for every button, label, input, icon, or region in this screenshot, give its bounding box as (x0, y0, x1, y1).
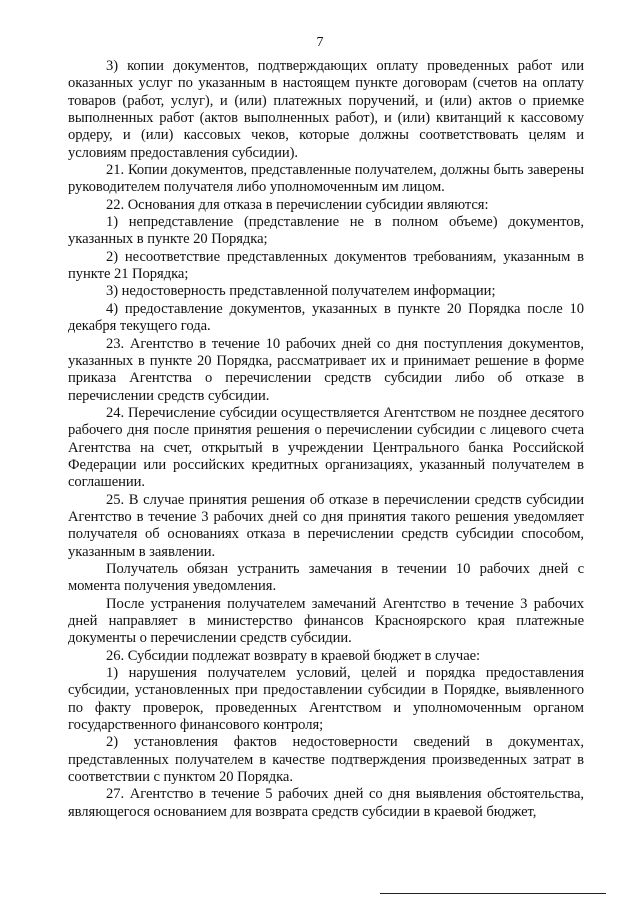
footer-divider (380, 893, 606, 894)
paragraph-26-item-2: 2) установления фактов недостоверности сведений в документах, представленных получателем в качестве подтверждения произведенных затрат в соответствии с пунктом 20 Порядка. (68, 734, 584, 786)
document-body (68, 58, 584, 821)
paragraph-23: 23. Агентство в течение 10 рабочих дней со дня поступления документов, указанных в пункте 20 Порядка, рассматривает их и принимает решение в форме приказа Агентства о перечислении средств субсидии либо об отказе в перечислении средств субсидии. (68, 335, 584, 404)
paragraph-25-after-correction: После устранения получателем замечаний Агентство в течение 3 рабочих дней направляет в министерство финансов Красноярского края платежные документы о перечислении средств субсидии. (68, 595, 584, 647)
paragraph-25-recipient-obligation: Получатель обязан устранить замечания в течении 10 рабочих дней с момента получения уведомления. (68, 560, 584, 595)
page-number: 7 (316, 35, 324, 50)
paragraph-25: 25. В случае принятия решения об отказе в перечислении средств субсидии Агентство в течение 3 рабочих дней со дня принятия такого решения уведомляет получателя об основаниях отказа в перечислении средств субсидии способом, указанным в заявлении. (68, 491, 584, 560)
paragraph-22: 22. Основания для отказа в перечислении субсидии являются: (106, 196, 489, 213)
paragraph-21: 21. Копии документов, представленные получателем, должны быть заверены руководителем получателя либо уполномоченным им лицом. (68, 162, 584, 196)
paragraph-22-item-1: 1) непредставление (представление не в полном объеме) документов, указанных в пункте 20 Порядка; (68, 214, 584, 248)
paragraph-26: 26. Субсидии подлежат возврату в краевой бюджет в случае: (106, 647, 481, 664)
paragraph-22-item-2: 2) несоответствие представленных документов требованиям, указанным в пункте 21 Порядка; (68, 248, 584, 283)
paragraph-27: 27. Агентство в течение 5 рабочих дней со дня выявления обстоятельства, являющегося основанием для возврата средств субсидии в краевой бюджет, (68, 786, 584, 820)
paragraph-3-copies: 3) копии документов, подтверждающих оплату проведенных работ или оказанных услуг по указанным в настоящем пункте договорам (счетов на оплату товаров (работ, услуг), и (или) платежных поручений, и (или) актов о приемке выполненных работ (актов выполненных работ), и (или) квитанций к кассовому ордеру, и (или) кассовых чеков, которые должны соответствовать целям и условиям предоставления субсидии). (68, 58, 584, 161)
paragraph-22-item-3: 3) недостоверность представленной получателем информации; (106, 283, 496, 300)
paragraph-26-item-1: 1) нарушения получателем условий, целей и порядка предоставления субсидии, установленных при предоставлении субсидии в Порядке, выявленного по факту проверок, проведенных Агентством и уполномоченным органом государственного финансового контроля; (68, 665, 584, 734)
paragraph-24: 24. Перечисление субсидии осуществляется Агентством не позднее десятого рабочего дня после принятия решения о перечислении субсидии с лицевого счета Агентства на счет, открытый в учреждении Центрального банка Российской Федерации или российских кредитных организациях, указанный получателем в соглашении. (68, 404, 584, 491)
paragraph-22-item-4: 4) предоставление документов, указанных в пункте 20 Порядка после 10 декабря текущего года. (68, 300, 584, 335)
